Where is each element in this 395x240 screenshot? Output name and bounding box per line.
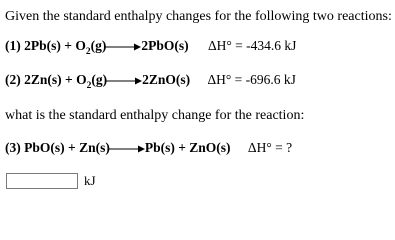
reaction-3-reactants: PbO(s) + Zn(s) [24, 140, 110, 155]
answer-unit: kJ [84, 173, 96, 188]
reaction-2-products: 2ZnO(s) [142, 72, 191, 87]
reaction-arrow-icon [106, 76, 142, 86]
reaction-1-reactants-phase: (g) [90, 38, 107, 53]
reaction-1-subscript: 2 [85, 47, 91, 57]
reaction-1-products: 2PbO(s) [141, 38, 189, 53]
reaction-2-number: (2) [5, 72, 21, 87]
reaction-2 [5, 72, 296, 90]
answer-input[interactable] [6, 173, 78, 189]
reaction-2-reactants: 2Zn(s) + O [24, 72, 87, 87]
reaction-1 [5, 38, 296, 56]
reaction-3 [5, 140, 292, 156]
reaction-1-reactants: 2Pb(s) + O [24, 38, 86, 53]
reaction-2-delta-h: ΔH° = -696.6 kJ [207, 72, 296, 87]
reaction-1-number: (1) [5, 38, 21, 53]
reaction-2-reactants-phase: (g) [91, 72, 108, 87]
question-text: what is the standard enthalpy change for the reaction: [5, 108, 305, 123]
reaction-1-delta-h: ΔH° = -434.6 kJ [207, 38, 297, 53]
reaction-2-subscript: 2 [86, 81, 92, 91]
intro-text: Given the standard enthalpy changes for the following two reactions: [5, 9, 392, 24]
reaction-3-products: Pb(s) + ZnO(s) [144, 140, 231, 155]
reaction-arrow-icon [109, 144, 145, 154]
reaction-3-delta-h: ΔH° = ? [247, 140, 293, 155]
reaction-3-number: (3) [5, 140, 21, 155]
reaction-arrow-icon [105, 42, 141, 52]
